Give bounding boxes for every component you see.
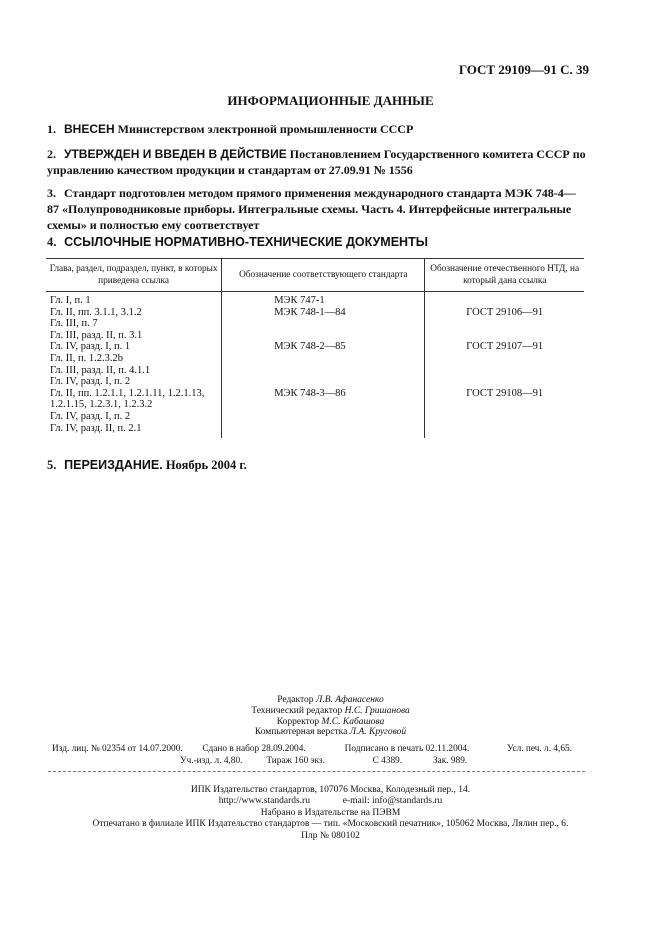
section-title: ССЫЛОЧНЫЕ НОРМАТИВНО-ТЕХНИЧЕСКИЕ ДОКУМЕНТЫ — [64, 235, 428, 249]
national-doc-ref — [429, 376, 580, 388]
credit-line — [0, 695, 661, 706]
national-doc-ref: ГОСТ 29108—91 — [466, 387, 544, 399]
publishing-sheets: Уч.-изд. л. 4,80. — [180, 756, 243, 766]
print-run: Тираж 160 экз. — [266, 756, 325, 766]
info-item-3 — [47, 185, 587, 233]
imprint-typeset: Набрано в Издательстве на ПЭВМ — [260, 807, 401, 818]
separator-line — [48, 771, 585, 772]
section-4-heading — [47, 235, 428, 250]
credit-name: М.С. Кабашова — [321, 716, 385, 727]
standard-ref — [274, 423, 420, 435]
credit-line — [0, 727, 661, 738]
credit-role: Корректор — [276, 716, 320, 727]
national-doc-ref — [429, 330, 580, 342]
national-doc-ref: ГОСТ 29107—91 — [466, 341, 544, 353]
national-doc-ref — [429, 318, 580, 330]
credit-line — [0, 717, 661, 728]
chapter-ref: Гл. IV, разд. II, п. 2.1 — [50, 422, 142, 434]
chapter-ref: 1.2.1.15, 1.2.3.1, 1.2.3.2 — [50, 399, 153, 411]
standard-ref: МЭК 748-1—84 — [274, 306, 346, 318]
national-doc-ref: ГОСТ 29106—91 — [466, 306, 544, 318]
imprint-contacts — [0, 796, 661, 807]
section-number: 4. — [47, 235, 57, 249]
standard-ref: МЭК 747-1 — [274, 295, 325, 306]
standard-column — [222, 292, 425, 439]
item-text: Стандарт подготовлен методом прямого применения международного стандарта МЭК 748-4—87 «Полупроводниковые приборы. Интегральные схемы. Часть 4. Интерфейсные интегральные схемы» и полностью ему соответствует — [47, 186, 576, 232]
chapter-ref: Гл. I, п. 1 — [50, 295, 91, 306]
national-doc-ref — [429, 423, 580, 435]
standard-reference: ГОСТ 29109—91 С. 39 — [458, 62, 589, 77]
section-text: Ноябрь 2004 г. — [165, 458, 247, 472]
chapter-column — [46, 292, 222, 439]
table-row — [46, 292, 584, 439]
chapter-ref: Гл. III, разд. II, п. 4.1.1 — [50, 364, 151, 376]
standard-ref — [274, 353, 420, 365]
item-lead: ВНЕСЕН — [64, 122, 115, 136]
standard-ref: МЭК 748-3—86 — [274, 387, 346, 399]
chapter-ref: Гл. IV, разд. I, п. 1 — [50, 341, 131, 353]
national-doc-ref — [429, 365, 580, 377]
chapter-ref: Гл. IV, разд. I, п. 2 — [50, 410, 131, 422]
section-number: 5. — [47, 458, 57, 472]
credit-role: Технический редактор — [251, 705, 343, 716]
sent-to-typeset: Сдано в набор 28.09.2004. — [202, 744, 306, 754]
imprint-license: Плр № 080102 — [301, 830, 360, 841]
info-item-1 — [47, 121, 587, 137]
standard-ref — [274, 376, 420, 388]
standard-ref — [274, 399, 420, 411]
item-lead: УТВЕРЖДЕН И ВВЕДЕН В ДЕЙСТВИЕ — [64, 147, 287, 161]
item-number: 3. — [47, 186, 56, 200]
order-number: Зак. 989. — [432, 756, 468, 766]
imprint-block — [0, 785, 661, 842]
credit-name: Н.С. Гришанова — [344, 705, 410, 716]
section-title: ПЕРЕИЗДАНИЕ. — [64, 458, 163, 472]
info-item-2 — [47, 146, 587, 178]
national-doc-ref — [429, 399, 580, 411]
item-number: 1. — [47, 122, 56, 136]
imprint-printed: Отпечатано в филиале ИПК Издательство стандартов — тип. «Московский печатник», 105062 Москва, Лялин пер., 6. — [92, 819, 569, 830]
website-link: http://www.standards.ru — [218, 796, 310, 807]
credit-role: Редактор — [277, 695, 314, 705]
credits-block — [0, 695, 661, 738]
chapter-ref: Гл. IV, разд. I, п. 2 — [50, 376, 131, 388]
standard-ref — [274, 330, 420, 342]
item-text: Постановлением Государственного комитета СССР по управлению качеством продукции и стандартам от 27.09.91 № 1556 — [47, 147, 586, 177]
chapter-ref: Гл. II, п. 1.2.3.2b — [50, 352, 124, 364]
national-doc-ref — [429, 295, 580, 307]
header-national-doc: Обозначение отечественного НТД, на который дана ссылка — [425, 259, 584, 292]
national-doc-column — [425, 292, 584, 439]
chapter-ref: Гл. II, пп. 3.1.1, 3.1.2 — [50, 306, 142, 318]
c-code: С 4389. — [372, 756, 403, 766]
publishing-line-1 — [52, 744, 572, 754]
page-title: ИНФОРМАЦИОННЫЕ ДАННЫЕ — [227, 93, 434, 108]
credit-role: Компьютерная верстка — [254, 727, 348, 738]
section-5-heading — [47, 458, 247, 473]
standard-ref — [274, 411, 420, 423]
imprint-publisher: ИПК Издательство стандартов, 107076 Москва, Колодезный пер., 14. — [190, 785, 471, 795]
chapter-ref: Гл. II, пп. 1.2.1.1, 1.2.1.11, 1.2.1.13, — [50, 387, 205, 399]
chapter-ref: Гл. III, п. 7 — [50, 318, 98, 330]
national-doc-ref — [429, 411, 580, 423]
standard-ref — [274, 365, 420, 377]
header-chapter: Глава, раздел, подраздел, пункт, в которых приведена ссылка — [46, 259, 222, 292]
table-header-row — [46, 259, 584, 292]
header-standard: Обозначение соответствующего стандарта — [222, 259, 425, 292]
chapter-ref: Гл. III, разд. II, п. 3.1 — [50, 329, 143, 341]
item-number: 2. — [47, 147, 56, 161]
publishing-line-2 — [180, 756, 467, 766]
credit-line — [0, 706, 661, 717]
license-number: Изд. лиц. № 02354 от 14.07.2000. — [52, 744, 183, 754]
standard-ref — [274, 318, 420, 330]
signed-to-print: Подписано в печать 02.11.2004. — [344, 744, 470, 754]
references-table — [46, 258, 584, 438]
credit-name: Л.А. Круговой — [349, 727, 407, 738]
item-text: Министерством электронной промышленности СССР — [117, 122, 414, 136]
standard-ref: МЭК 748-2—85 — [274, 341, 346, 353]
national-doc-ref — [429, 353, 580, 365]
credit-name: Л.В. Афанасенко — [315, 695, 384, 705]
print-sheets: Усл. печ. л. 4,65. — [506, 744, 572, 754]
email-address: e-mail: info@standards.ru — [342, 796, 443, 807]
